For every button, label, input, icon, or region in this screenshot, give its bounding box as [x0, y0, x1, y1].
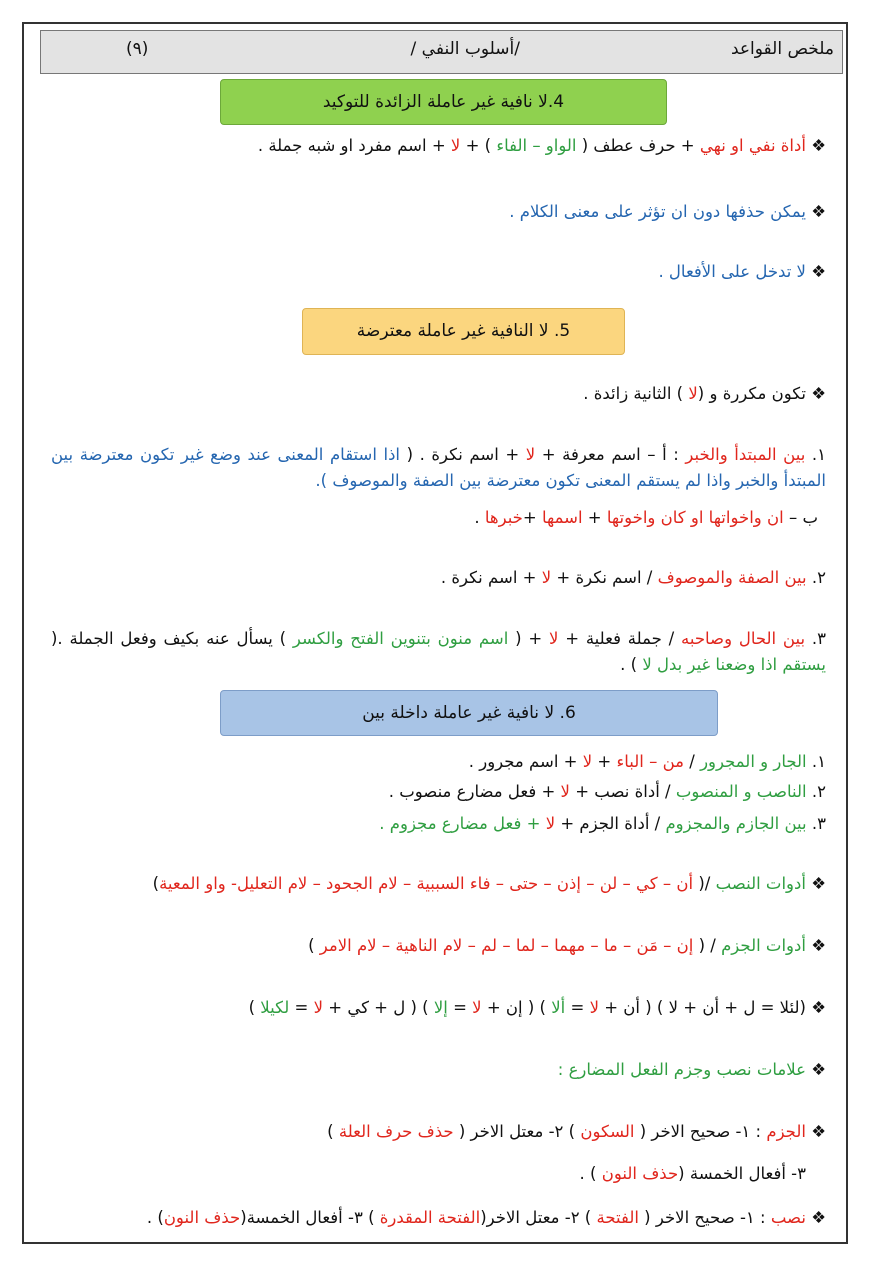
item-kana-inna: ب – ان واخواتها او كان واخوتها + اسمها +خبرها . — [474, 508, 818, 527]
item-circumstantial: ٣. بين الحال وصاحبه / جملة فعلية + لا + ( اسم منون بتنوين الفتح والكسر ) يسأل عنه بكيف وفعل الجملة .( يستقم اذا وضعنا غير بدل لا ) . — [51, 629, 826, 674]
item-adjective-noun: ٢. بين الصفة والموصوف / اسم نكرة + لا + اسم نكرة . — [440, 568, 826, 587]
section-6-title: 6. لا نافية غير عاملة داخلة بين — [220, 690, 718, 736]
bullet-icon: ❖ — [811, 136, 826, 155]
item-preposition: ١. الجار و المجرور / من – الباء + لا + اسم مجرور . — [468, 752, 826, 771]
header-subject: ملخص القواعد — [730, 39, 834, 59]
section-5-title: 5. لا النافية غير عاملة معترضة — [302, 308, 625, 355]
header-page-number: (٩) — [126, 39, 149, 59]
rule-jazm-markers-cont: ٣- أفعال الخمسة (حذف النون ) . — [579, 1164, 806, 1183]
bullet-icon: ❖ — [811, 1208, 826, 1227]
bullet-icon: ❖ — [811, 202, 826, 221]
rule-line-1: ❖ أداة نفي او نهي + حرف عطف ( الواو – الفاء ) + لا + اسم مفرد او شبه جملة . — [257, 136, 826, 155]
bullet-icon: ❖ — [811, 1060, 826, 1079]
bullet-icon: ❖ — [811, 874, 826, 893]
bullet-icon: ❖ — [811, 1122, 826, 1141]
section-4-title: 4.لا نافية غير عاملة الزائدة للتوكيد — [220, 79, 667, 125]
bullet-icon: ❖ — [811, 384, 826, 403]
rule-line-3: ❖ لا تدخل على الأفعال . — [658, 262, 826, 281]
page-header — [40, 30, 843, 74]
rule-jazm-tools: ❖ أدوات الجزم / ( إن – مَن – ما – مهما – لما – لم – لام الناهية – لام الامر ) — [308, 936, 826, 955]
bullet-icon: ❖ — [811, 936, 826, 955]
item-jussive: ٣. بين الجازم والمجزوم / أداة الجزم + لا + فعل مضارع مجزوم . — [379, 814, 826, 833]
bullet-icon: ❖ — [811, 262, 826, 281]
header-topic: /أسلوب النفي / — [410, 39, 520, 59]
item-subjunctive: ٢. الناصب و المنصوب / أداة نصب + لا + فعل مضارع منصوب . — [388, 782, 826, 801]
bullet-icon: ❖ — [811, 998, 826, 1017]
item-subject-predicate: ١. بين المبتدأ والخبر : أ – اسم معرفة + لا + اسم نكرة . ( اذا استقام المعنى عند وضع غير تكون معترضة بين المبتدأ والخبر واذا لم يستقم المعنى تكون معترضة بين الصفة والموصوف ). — [51, 445, 826, 490]
rule-jazm-markers: ❖ الجزم : ١- صحيح الاخر ( السكون ) ٢- معتل الاخر ( حذف حرف العلة ) — [327, 1122, 826, 1141]
worksheet-page — [22, 22, 848, 1244]
rule-nasb-markers: ❖ نصب : ١- صحيح الاخر ( الفتحة ) ٢- معتل الاخر(الفتحة المقدرة ) ٣- أفعال الخمسة(حذف النون) . — [146, 1208, 826, 1227]
rule-contractions: ❖ (لئلا = ل + أن + لا ) ( أن + لا = ألا ) ( إن + لا = إلا ) ( ل + كي + لا = لكيلا ) — [248, 998, 826, 1017]
rule-line-2: ❖ يمكن حذفها دون ان تؤثر على معنى الكلام . — [509, 202, 826, 221]
rule-markers-heading: ❖ علامات نصب وجزم الفعل المضارع : — [557, 1060, 826, 1079]
rule-nasb-tools: ❖ أدوات النصب /( أن – كي – لن – إذن – حتى – فاء السببية – لام الجحود – لام التعليل- واو المعية) — [152, 874, 826, 893]
rule-line-4: ❖ تكون مكررة و (لا ) الثانية زائدة . — [583, 384, 826, 403]
